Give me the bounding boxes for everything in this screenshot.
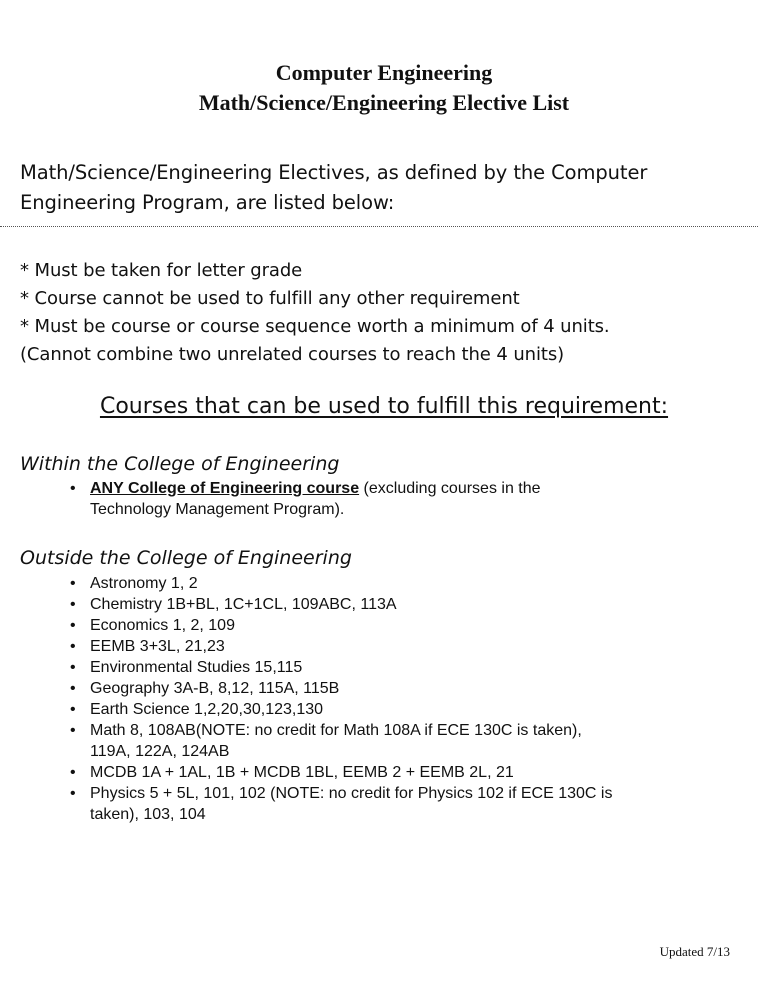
course-eemb: EEMB 3+3L, 21,23 — [90, 638, 225, 655]
course-chemistry: Chemistry 1B+BL, 1C+1CL, 109ABC, 113A — [90, 596, 397, 613]
within-college-list — [68, 478, 728, 520]
within-college-heading: Within the College of Engineering — [20, 453, 340, 475]
course-mcdb: MCDB 1A + 1AL, 1B + MCDB 1BL, EEMB 2 + EEMB 2L, 21 — [90, 764, 514, 781]
course-math: Math 8, 108AB(NOTE: no credit for Math 108A if ECE 130C is taken), — [90, 722, 582, 739]
outside-college-list — [68, 573, 728, 825]
intro-line-2: Engineering Program, are listed below: — [20, 191, 395, 214]
course-geography: Geography 3A-B, 8,12, 115A, 115B — [90, 680, 340, 697]
page-title-line-2: Math/Science/Engineering Elective List — [198, 90, 570, 115]
requirement-no-combine: (Cannot combine two unrelated courses to reach the 4 units) — [20, 344, 565, 365]
page-title-line-1: Computer Engineering — [275, 60, 493, 85]
list-item — [68, 478, 728, 520]
bullet-icon: • — [70, 596, 76, 613]
course-physics: Physics 5 + 5L, 101, 102 (NOTE: no credit for Physics 102 if ECE 130C is — [90, 785, 613, 802]
list-item — [68, 762, 728, 783]
course-astronomy: Astronomy 1, 2 — [90, 575, 198, 592]
bullet-icon: • — [70, 680, 76, 697]
bullet-icon: • — [70, 785, 76, 802]
bullet-icon: • — [70, 480, 76, 497]
list-item — [68, 636, 728, 657]
intro-line-1: Math/Science/Engineering Electives, as defined by the Computer — [20, 161, 648, 184]
bullet-icon: • — [70, 701, 76, 718]
course-earth-science: Earth Science 1,2,20,30,123,130 — [90, 701, 324, 718]
course-physics-cont: taken), 103, 104 — [90, 806, 206, 823]
list-item — [68, 615, 728, 636]
list-item — [68, 594, 728, 615]
list-item — [68, 720, 728, 762]
requirements-list — [20, 257, 760, 369]
bullet-icon: • — [70, 617, 76, 634]
list-item — [68, 573, 728, 594]
list-item — [68, 678, 728, 699]
within-note-cont: Technology Management Program). — [90, 501, 345, 518]
intro-paragraph — [20, 158, 750, 218]
any-engineering-course-link[interactable]: ANY College of Engineering course — [90, 480, 360, 497]
bullet-icon: • — [70, 659, 76, 676]
list-item — [68, 657, 728, 678]
courses-heading: Courses that can be used to fulfill this requirement: — [99, 394, 669, 419]
bullet-icon: • — [70, 638, 76, 655]
course-environmental-studies: Environmental Studies 15,115 — [90, 659, 303, 676]
requirement-letter-grade: * Must be taken for letter grade — [20, 260, 303, 281]
bullet-icon: • — [70, 764, 76, 781]
dotted-divider — [0, 226, 758, 227]
course-economics: Economics 1, 2, 109 — [90, 617, 235, 634]
bullet-icon: • — [70, 575, 76, 592]
requirement-no-other: * Course cannot be used to fulfill any other requirement — [20, 288, 520, 309]
list-item — [68, 699, 728, 720]
outside-college-heading: Outside the College of Engineering — [20, 547, 352, 569]
course-math-cont: 119A, 122A, 124AB — [90, 743, 230, 760]
list-item — [68, 783, 728, 825]
updated-date: Updated 7/13 — [659, 944, 730, 959]
requirement-min-units: * Must be course or course sequence worth a minimum of 4 units. — [20, 316, 610, 337]
bullet-icon: • — [70, 722, 76, 739]
within-note: (excluding courses in the — [359, 480, 541, 497]
